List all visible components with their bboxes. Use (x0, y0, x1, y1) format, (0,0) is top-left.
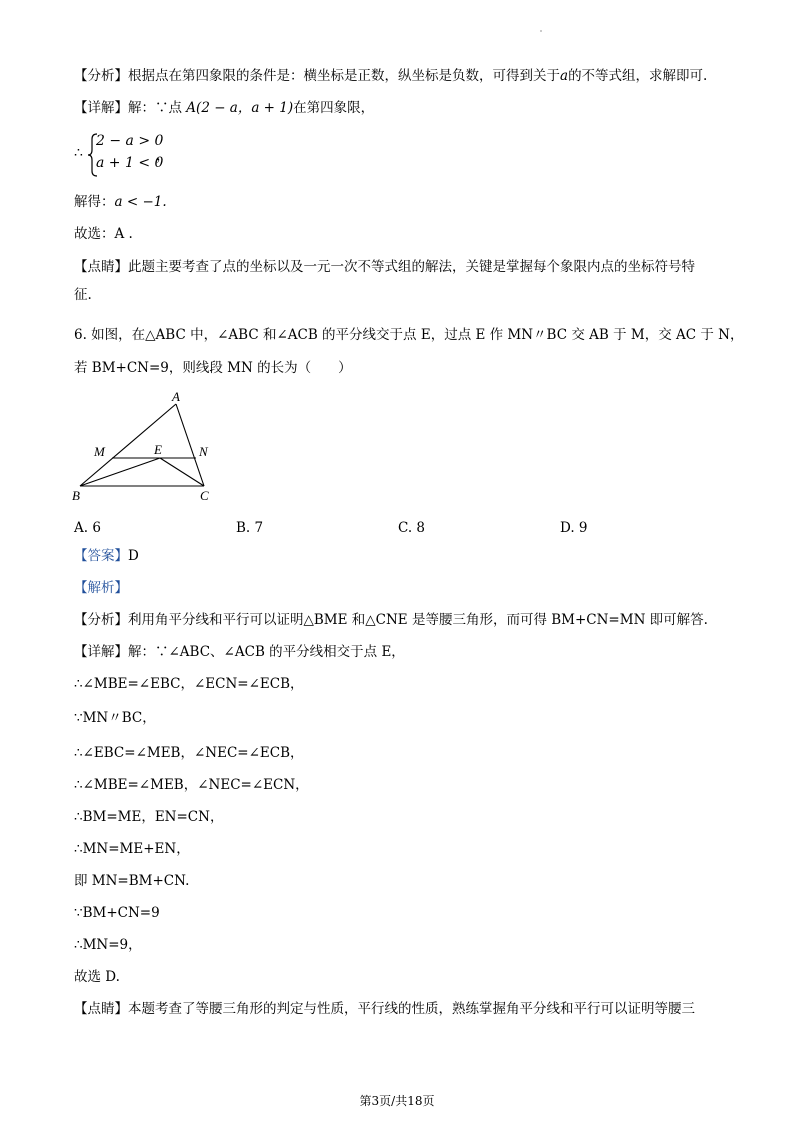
proof-step: ∴∠MBE=∠MEB，∠NEC=∠ECN， (74, 777, 309, 793)
label-c: C (200, 488, 209, 503)
comment-paragraph: 【点睛】此题主要考查了点的坐标以及一元一次不等式组的解法，关键是掌握每个象限内点的坐标符号特 (74, 259, 695, 275)
question-6-line1: 6. 如图，在△ABC 中，∠ABC 和∠ACB 的平分线交于点 E，过点 E 作 MN〃BC 交 AB 于 M，交 AC 于 N， (74, 327, 744, 343)
proof-step: ∴MN=9， (74, 937, 142, 953)
label-a: A (172, 389, 180, 404)
proof-step: ∵BM+CN=9 (74, 905, 160, 921)
proof-step: ∴BM=ME，EN=CN， (74, 809, 224, 825)
option-b: B. 7 (236, 520, 264, 536)
detail-paragraph: 【详解】解：∵点 A(2 − a，a + 1)在第四象限， (74, 100, 375, 116)
proof-step: 即 MN=BM+CN. (74, 873, 190, 889)
question-6-line2: 若 BM+CN=9，则线段 MN 的长为（ ） (74, 360, 352, 376)
proof-step: ∵MN〃BC， (74, 710, 156, 726)
solution-detail: 【详解】解：∵∠ABC、∠ACB 的平分线相交于点 E， (74, 644, 405, 660)
option-a: A. 6 (74, 520, 101, 536)
solution-comment: 【点睛】本题考查了等腰三角形的判定与性质，平行线的性质，熟练掌握角平分线和平行可以证明等腰三 (74, 1001, 695, 1017)
proof-step: ∴∠MBE=∠EBC，∠ECN=∠ECB， (74, 676, 304, 692)
option-d: D. 9 (560, 520, 588, 536)
bisector-be (80, 458, 160, 486)
label-e: E (154, 442, 162, 457)
bisector-ce (160, 458, 204, 486)
triangle-figure (68, 388, 228, 503)
solution-line: 解得：a < −1. (74, 194, 167, 210)
analysis-paragraph: 【分析】根据点在第四象限的条件是：横坐标是正数，纵坐标是负数，可得到关于a的不等式组，求解即可. (74, 68, 708, 84)
page-footer: 第3页/共18页 (359, 1094, 435, 1108)
solution-analysis: 【分析】利用角平分线和平行可以证明△BME 和△CNE 是等腰三角形，而可得 BM+CN=MN 即可解答. (74, 612, 708, 628)
answer-line: 【答案】D (74, 548, 139, 564)
choice-line: 故选：A . (74, 226, 133, 242)
scan-speck (540, 30, 542, 32)
label-m: M (94, 444, 105, 459)
proof-step: ∴∠EBC=∠MEB，∠NEC=∠ECB， (74, 745, 304, 761)
option-c: C. 8 (398, 520, 426, 536)
inequality-system: ∴ 2 − a > 0 a + 1 < 0 ， (74, 133, 214, 177)
label-n: N (199, 444, 208, 459)
comment-paragraph-cont: 征. (74, 287, 92, 303)
label-b: B (72, 488, 80, 503)
proof-step: ∴MN=ME+EN， (74, 841, 190, 857)
proof-step: 故选 D. (74, 969, 120, 985)
analysis-header: 【解析】 (74, 580, 128, 596)
